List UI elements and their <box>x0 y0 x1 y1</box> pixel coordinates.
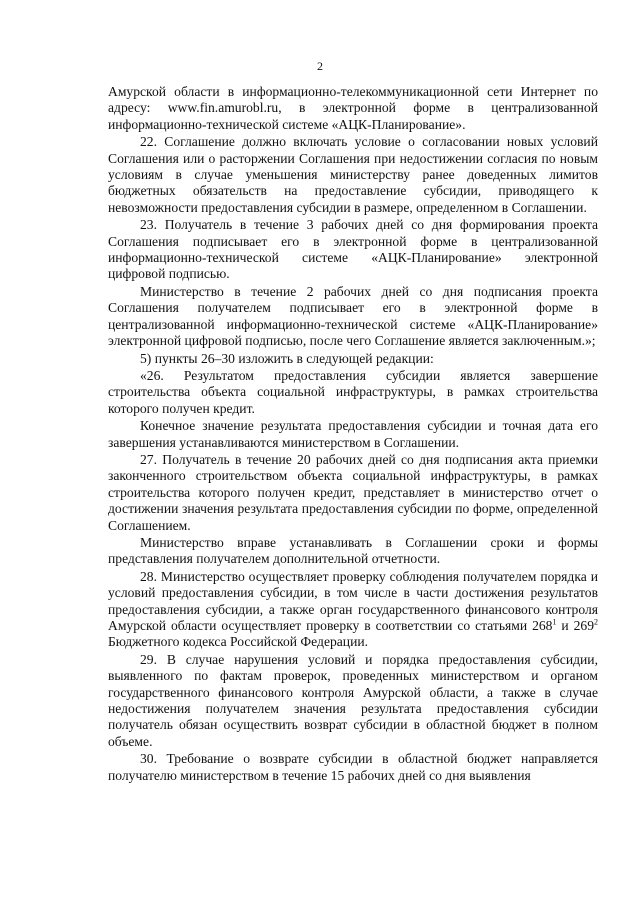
paragraph-final-value: Конечное значение результата предоставления субсидии и точная дата его завершения устанавливаются министерством в Соглашении. <box>108 418 598 450</box>
paragraph-27: 27. Получатель в течение 20 рабочих дней со дня подписания акта приемки законченного строительством объекта социальной инфраструктуры, в рамках строительства которого получен кредит, представляет в министерство отчет о достижении значения результата предоставления субсидии по форме, определенной Соглашением. <box>108 451 598 533</box>
paragraph-28-text-end: Бюджетного кодекса Российской Федерации. <box>108 634 369 650</box>
paragraph-28-text-middle: и 269 <box>556 618 594 633</box>
paragraph-continuation: Амурской области в информационно-телекоммуникационной сети Интернет по адресу: www.fin.amurobl.ru, в электронной форме в централизованной информационно-технической системе «АЦК-Планирование». <box>108 84 598 132</box>
paragraph-additional-reporting: Министерство вправе устанавливать в Соглашении сроки и формы представления получателем дополнительной отчетности. <box>108 534 598 567</box>
paragraph-29: 29. В случае нарушения условий и порядка предоставления субсидии, выявленного по фактам проверок, проведенных министерством и органом государственного финансового контроля Амурской области, а также в случае недостижения получателем значения результата предоставления субсидии получатель обязан осуществить возврат субсидии в областной бюджет в полном объеме. <box>108 651 598 749</box>
document-body <box>108 84 598 785</box>
paragraph-26: «26. Результатом предоставления субсидии является завершение строительства объекта социальной инфраструктуры, в рамках строительства которого получен кредит. <box>108 367 598 416</box>
page-number: 2 <box>317 59 323 73</box>
paragraph-28-text-start: 28. Министерство осуществляет проверку соблюдения получателем порядка и условий предоставления субсидии, в том числе в части достижения результатов предоставления субсидии, а также орган государственного финансового контроля Амурской области осуществляет проверку в соответствии со статьями 268 <box>108 568 598 633</box>
paragraph-ministry-signing: Министерство в течение 2 рабочих дней со дня подписания проекта Соглашения получателем подписывает его в электронной форме в централизованной информационно-технической системе «АЦК-Планирование» электронной цифровой подписью, после чего Соглашение является заключенным.»; <box>108 283 598 349</box>
paragraph-item-5: 5) пункты 26–30 изложить в следующей редакции: <box>140 350 434 366</box>
superscript-1: 1 <box>552 617 557 627</box>
paragraph-22: 22. Соглашение должно включать условие о согласовании новых условий Соглашения или о расторжении Соглашения при недостижении согласия по новым условиям в случае уменьшения министерству ранее доведенных лимитов бюджетных обязательств на предоставление субсидии, приводящего к невозможности предоставления субсидии в размере, определенном в Соглашении. <box>108 134 598 215</box>
paragraph-23: 23. Получатель в течение 3 рабочих дней со дня формирования проекта Соглашения подписывает его в электронной форме в централизованной информационно-технической системе «АЦК-Планирование» электронной цифровой подписью. <box>108 217 598 282</box>
superscript-2: 2 <box>594 617 598 627</box>
paragraph-28 <box>108 569 598 651</box>
paragraph-30: 30. Требование о возврате субсидии в областной бюджет направляется получателю министерством в течение 15 рабочих дней со дня выявления <box>108 751 598 783</box>
